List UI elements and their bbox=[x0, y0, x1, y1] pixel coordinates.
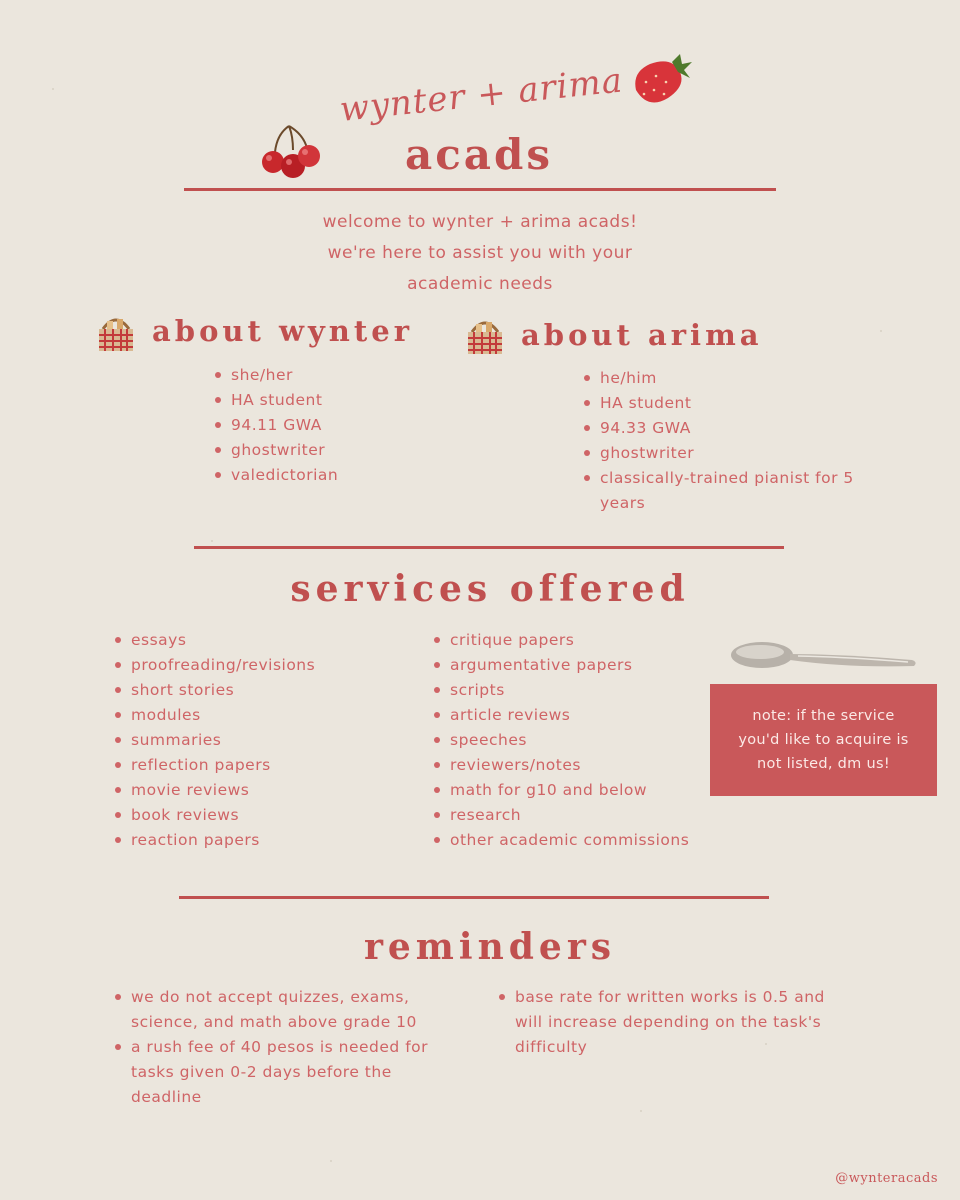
divider bbox=[194, 546, 784, 549]
list-item: ghostwriter bbox=[584, 441, 874, 466]
about-arima-list bbox=[584, 366, 874, 516]
about-wynter-list bbox=[215, 363, 445, 488]
list-item: other academic commissions bbox=[434, 828, 704, 853]
list-item: movie reviews bbox=[115, 778, 415, 803]
strawberry-icon bbox=[628, 52, 694, 112]
picnic-basket-icon bbox=[464, 316, 506, 358]
list-item: classically-trained pianist for 5 years bbox=[584, 466, 874, 516]
paper-texture bbox=[52, 88, 54, 90]
list-item: summaries bbox=[115, 728, 415, 753]
list-item: reflection papers bbox=[115, 753, 415, 778]
paper-texture bbox=[330, 1160, 332, 1162]
list-item: article reviews bbox=[434, 703, 704, 728]
services-list-right bbox=[434, 628, 704, 853]
reminders-list-right bbox=[499, 985, 834, 1060]
welcome-line: welcome to wynter + arima acads! bbox=[322, 212, 638, 232]
about-arima-heading: about arima bbox=[521, 318, 763, 352]
welcome-line: academic needs bbox=[407, 274, 553, 294]
note-box: note: if the service you'd like to acquire is not listed, dm us! bbox=[710, 684, 937, 796]
list-item: HA student bbox=[584, 391, 874, 416]
list-item: essays bbox=[115, 628, 415, 653]
list-item: base rate for written works is 0.5 and will increase depending on the task's difficulty bbox=[499, 985, 834, 1060]
cherries-icon bbox=[255, 122, 327, 182]
paper-texture bbox=[880, 330, 882, 332]
paper-texture bbox=[211, 540, 213, 542]
welcome-text bbox=[0, 207, 960, 300]
services-heading: services offered bbox=[290, 568, 690, 610]
list-item: 94.33 GWA bbox=[584, 416, 874, 441]
list-item: a rush fee of 40 pesos is needed for tasks given 0-2 days before the deadline bbox=[115, 1035, 450, 1110]
list-item: modules bbox=[115, 703, 415, 728]
page-title: acads bbox=[405, 130, 554, 179]
list-item: valedictorian bbox=[215, 463, 445, 488]
list-item: she/her bbox=[215, 363, 445, 388]
welcome-line: we're here to assist you with your bbox=[327, 243, 633, 263]
list-item: math for g10 and below bbox=[434, 778, 704, 803]
list-item: proofreading/revisions bbox=[115, 653, 415, 678]
reminders-list-left bbox=[115, 985, 450, 1110]
list-item: he/him bbox=[584, 366, 874, 391]
services-list-left bbox=[115, 628, 415, 853]
picnic-basket-icon bbox=[95, 313, 137, 355]
list-item: ghostwriter bbox=[215, 438, 445, 463]
social-handle: @wynteracads bbox=[835, 1171, 938, 1186]
list-item: reaction papers bbox=[115, 828, 415, 853]
list-item: reviewers/notes bbox=[434, 753, 704, 778]
spoon-icon bbox=[728, 638, 920, 676]
paper-texture bbox=[640, 1110, 642, 1112]
list-item: argumentative papers bbox=[434, 653, 704, 678]
list-item: 94.11 GWA bbox=[215, 413, 445, 438]
list-item: critique papers bbox=[434, 628, 704, 653]
about-wynter-heading: about wynter bbox=[152, 314, 414, 348]
list-item: short stories bbox=[115, 678, 415, 703]
list-item: research bbox=[434, 803, 704, 828]
list-item: we do not accept quizzes, exams, science, and math above grade 10 bbox=[115, 985, 450, 1035]
brand-script-title: wynter + arima bbox=[337, 60, 625, 130]
divider bbox=[179, 896, 769, 899]
reminders-heading: reminders bbox=[363, 926, 617, 968]
list-item: HA student bbox=[215, 388, 445, 413]
list-item: book reviews bbox=[115, 803, 415, 828]
list-item: speeches bbox=[434, 728, 704, 753]
divider bbox=[184, 188, 776, 191]
list-item: scripts bbox=[434, 678, 704, 703]
